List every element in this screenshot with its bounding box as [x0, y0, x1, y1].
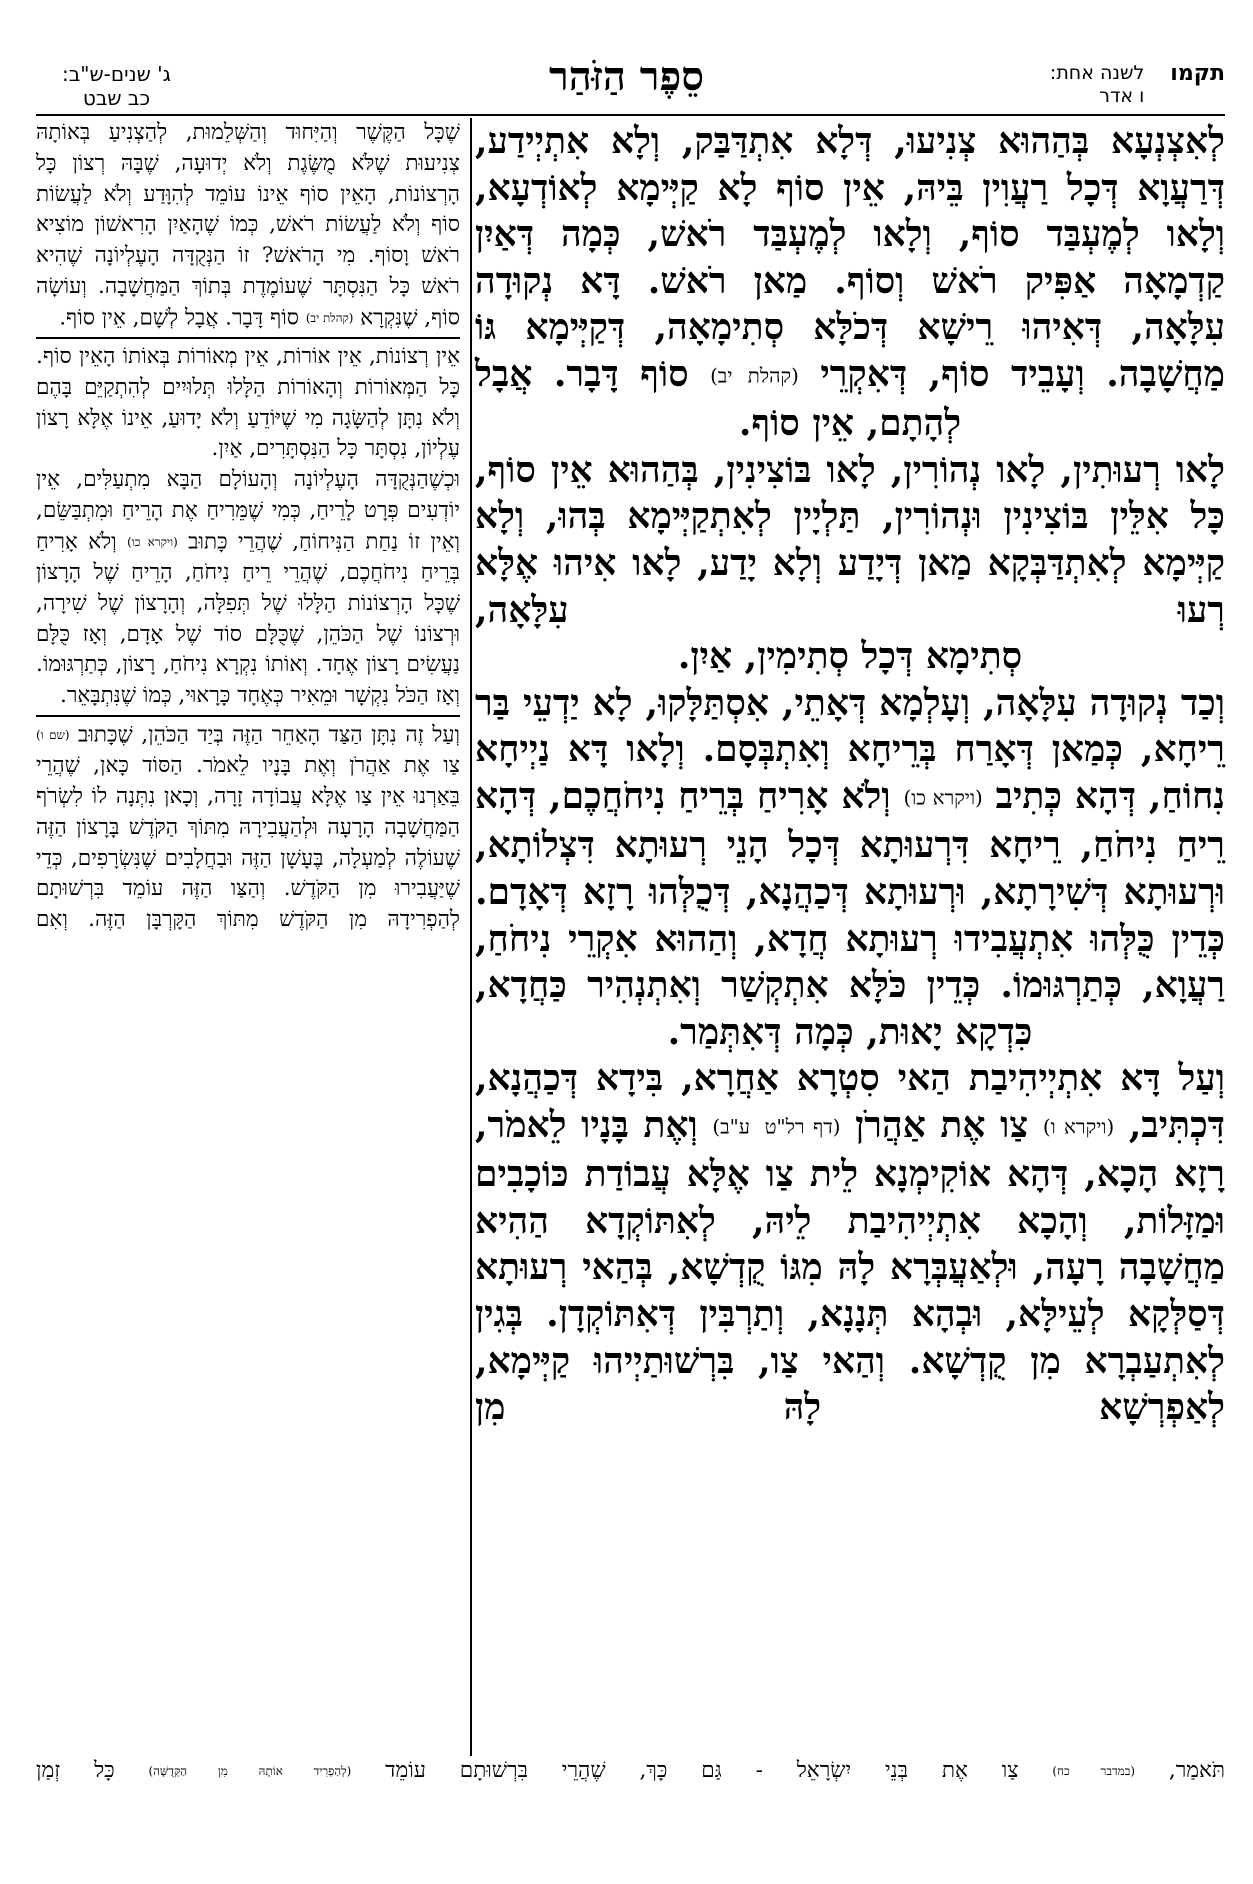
text-line: לְהַצְנִיעַ בְּאוֹתָהּ צְנִיעוּת שֶׁלֹּא: [36, 120, 460, 176]
text-line: עוֹמֵד בִּרְשׁוּתָם לְהַפְרִידָהּ מִן: [36, 876, 460, 933]
main-text-column: [475, 118, 1225, 1431]
text-line: הַמְּאוֹרוֹת וְהָאוֹרוֹת הַלָּלוּ תְּלוּיִים: [162, 374, 428, 400]
text-line: אִתְיְיהִיבַת לֵיהּ, לְאִתּוֹקְדָא הַהִיא מַחֲשָׁבָה: [475, 1199, 1225, 1289]
text-line: דִּצְלוֹתָא, וּרְעוּתָא דְּשִׁירָתָא, וּרְעוּתָא דְּכַהֲנָא,: [475, 824, 1225, 913]
text-line: לְהִוָּדַע וְלֹא לַעֲשׂוֹת סוֹף וְלֹא: [36, 181, 461, 238]
text-line: נִיחֹחַ, רֵיחָא דִּרְעוּתָא דְּכָל הָנֵי רְעוּתָא: [614, 824, 1157, 867]
text-line: צַו אֶת אַהֲרֹן: [855, 1103, 1029, 1146]
folio-reference: ע"ב): [712, 1115, 750, 1139]
source-reference: (במדבר כח): [1052, 1764, 1135, 1778]
text-line: דְּאִתּוֹקְדָן. בְּגִין לְאִתְעַבְרָא מִן קֻדְשָׁא. וְהַאי: [475, 1292, 1225, 1382]
schedule-date: ו אדר: [1099, 85, 1145, 107]
text-line: בָּרָצוֹן הַזֶּה שֶׁעוֹלֶה לְמַעְלָה,: [36, 814, 460, 871]
column-divider: [470, 118, 472, 1756]
text-line: הַקֹּדֶשׁ מִתּוֹךְ הַקָּרְבָּן הַזֶּה. וְאִם: [36, 907, 329, 933]
text-line: הַלָּלוּ שֶׁל תְּפִלָּה, וְהָרָצוֹן שֶׁל: [97, 590, 337, 616]
text-line: הָרְצוֹנוֹת, הָאֵין סוֹף אֵינוֹ עוֹמֵד: [205, 181, 461, 207]
text-line: הַבָּא מִתְעַלִּים, אֵין יוֹדְעִים פְּרָט: [36, 467, 460, 523]
text-line: לְמֶעְבַּד רֹאשׁ, כְּמָה דְּאַיִן קַדְמָאָה אַפִּיק רֹאשׁ: [475, 213, 1225, 302]
text-line: הַכֹּהֵן, שֶׁכָּתוּב: [78, 722, 189, 748]
text-line: צַו אֶת אַהֲרֹן: [349, 753, 460, 779]
header-rule: [36, 114, 1225, 116]
text-line: שֶׁיּוֹדֵעַ וְלֹא יָדוּעַ, אֵינוֹ אֶלָּא רָצוֹן: [36, 405, 297, 431]
text-line: וְלֹא אָרִיחַ: [36, 529, 117, 555]
text-line: סוֹף.: [59, 305, 95, 331]
paragraph-divider: [36, 715, 460, 717]
translation-paragraph: [36, 720, 460, 936]
text-line: צַו, בִּרְשׁוּתַיְיהוּ קַיְּימָא, לְאַפְרְשָׁא לָהּ מִן: [475, 1339, 1225, 1429]
text-line: שִׁירָה, וּרְצוֹנוֹ שֶׁל הַכֹּהֵן, שֶׁכֻּלָּם: [36, 590, 460, 647]
source-reference: (ויקרא כו): [903, 786, 983, 810]
main-paragraph: [475, 680, 1225, 1055]
text-line: רֹאשׁ כָּל הַנִּסְתָּר שֶׁעוֹמֶדֶת בְּתוֹךְ: [191, 273, 460, 299]
text-line: שֶׁנִּתְבָּאֵר.: [60, 683, 136, 709]
text-line: וְלֹא אָרִיחַ בְּרֵיחַ נִיחֹחֲכֶם, דְּהָא רֵיחַ: [475, 775, 1225, 867]
paragraph-divider: [36, 337, 460, 339]
text-line: סְתִימָא דְּכָל סְתִימִין, אַיִן.: [677, 635, 1023, 678]
text-line: הָרֹאשׁ? זוֹ הַנְּקֻדָּה הָעֶלְיוֹנָה שֶׁהִיא: [36, 243, 325, 269]
text-line: לָא יַדְעֵי בַּר רֵיחָא, כְּמַאן דְּאָרַח בְּרֵיחָא: [475, 681, 1225, 771]
text-line: לָרֵיחַ, כְּמִי שֶׁמֵּרִיחַ אֶת הָרֵיחַ: [121, 497, 356, 523]
book-title: סֵפֶר הַזֹּהַר: [549, 53, 704, 100]
text-line: וְעָבֵיד סוֹף, דְּאִקְרֵי: [820, 352, 1085, 395]
text-line: רְעוּתָא חֲדָא, וְהַהוּא אִקְרֵי נִיחֹחַ, רַעֲוָא,: [475, 917, 1225, 1007]
text-line: הָרָעָה וּלְהַעֲבִירָהּ מִתּוֹךְ הַקֹּדֶשׁ: [128, 814, 375, 840]
schedule-date: כב שבט: [82, 86, 151, 110]
text-line: מְאוֹרוֹת בְּאוֹתוֹ הָאֵין סוֹף. כָּל: [36, 343, 460, 400]
text-line: הָרִאשׁוֹן מוֹצִיא רֹאשׁ וָסוֹף. מִי: [36, 212, 460, 269]
text-line: דְּכַהֲנָא, דִּכְתִּיב,: [475, 1057, 1225, 1146]
text-line: קַיְּימָא לְאוֹדְעָא, וְלָאו לְמֶעְבַּד סוֹף, וְלָאו: [475, 166, 1225, 256]
text-line: דְּיָדַע וְלָא יָדַע, לָאו אִיהוּ אֶלָּא רְעוּ עִלָּאָה,: [475, 542, 1225, 631]
gloss: (לְהַפְרִיד אוֹתָהּ מִן הַקְּדֻשָּׁה): [148, 1764, 352, 1778]
text-line: סוֹף דָּבָר. אֲבָל: [475, 352, 689, 395]
main-paragraph: [475, 118, 1225, 447]
source-reference: (קהלת יב): [710, 364, 799, 388]
translation-paragraph: [36, 118, 460, 334]
source-reference: (ויקרא כו): [127, 534, 178, 549]
translation-column: [36, 118, 460, 936]
text-line: מֻשֶּׂגֶת וְלֹא יְדוּעָה, שֶׁבָּהּ רְצוֹן כָּל: [36, 150, 336, 176]
text-line: וּכְשֶׁהַנְּקֻדָּה הָעֶלְיוֹנָה וְהָעוֹלָם: [218, 467, 460, 493]
source-reference: (שם ו): [36, 727, 70, 742]
text-line: אִתְיְידַע, דְּרַעֲוָא דְּכָל רַעֲוִין בֵּיהּ, אֵין סוֹף לָא: [475, 120, 1225, 209]
text-line: כָּל זְמַן: [36, 1758, 115, 1783]
text-line: הָרֵיחַ שֶׁל הָרָצוֹן שֶׁכָּל הָרְצוֹנוֹת: [36, 559, 461, 616]
text-line: לַעֲשׂוֹת רֹאשׁ, כְּמוֹ שֶׁהָאַיִן: [167, 212, 382, 238]
text-line: לֵית צַו אֶלָּא עֲבוֹדַת כּוֹכָבִים וּמַזָּלוֹת, וְהָכָא: [475, 1153, 1225, 1242]
text-line: וְסוֹף. מַאן רֹאשׁ. דָּא נְקוּדָה עִלָּאָה, דְּאִיהוּ: [475, 259, 1225, 349]
text-line: וְאֶת בָּנָיו לֵאמֹר, רָזָא הָכָא, דְּהָא אוֹקִימְנָא: [475, 1103, 1225, 1196]
text-line: כְּדֵי שֶׁיַּעֲבִירוּ מִן הַקֹּדֶשׁ. וְהַצַּו הַזֶּה: [36, 845, 460, 902]
text-line: לְהִתְקַיֵּם בָּהֶם וְלֹא נִתָּן לְהַשָּׂגָה מִי: [36, 374, 460, 431]
text-line: בְּרֵיחַ נִיחֹחֲכֶם, שֶׁהֲרֵי רֵיחַ נִיחֹחַ,: [184, 559, 460, 585]
text-line: וְאֶת בָּנָיו לֵאמֹר. הַסּוֹד כָּאן, שֶׁהֲרֵי: [36, 753, 336, 779]
main-paragraph: [475, 1055, 1225, 1430]
text-line: וְעַל זֶה נִתָּן הַצַּד הָאַחֵר הַזֶּה בְּיַד: [197, 722, 460, 748]
schedule-line: ג' שנים-ש"ב:: [62, 62, 171, 86]
text-line: כְּתַרְגּוּמוֹ. כְּדֵין כֹּלָּא אִתְקְשַׁר וְאִתְנְהִיר כַּחֲדָא,: [475, 964, 1122, 1007]
text-line: לָאו רְעוּתִין, לָאו נְהוֹרִין, לָאו בּוֹצִינִין, בְּהַהוּא: [607, 448, 1225, 491]
text-line: דְּסַלְּקָא לְעֵילָּא, וּבְהָא תְּנָנָא, וְתַרְבִּין: [699, 1292, 1225, 1335]
text-line: לְהָתָם, אֵין סוֹף.: [738, 402, 962, 445]
text-line: הַמַּחֲשָׁבָה. וְעוֹשָׂה סוֹף, שֶׁנִּקְרָא: [36, 273, 460, 331]
page-number: תקמו: [1170, 61, 1225, 86]
text-line: סוֹף דָּבָר. אֲבָל לְשָׁם, אֵין: [101, 305, 299, 331]
main-paragraph: [475, 447, 1225, 680]
page-header-left: [62, 62, 171, 110]
text-line: צַו אֶת בְּנֵי יִשְׂרָאֵל - גַּם כָּךְ, שֶׁהֲרֵי בִּרְשׁוּתָם עוֹמֵד: [385, 1758, 1019, 1783]
text-line: אֵין רְצוֹנוֹת, אֵין אוֹרוֹת, אֵין: [244, 343, 460, 369]
source-reference: (קהלת יב): [305, 310, 354, 325]
text-line: לְאִצְנְעָא בְּהַהוּא צְנִיעוּ, דְּלָא אִתְדַּבַּק, וְלָא: [610, 120, 1225, 162]
text-line: עֶלְיוֹן, נִסְתָּר כָּל הַנִּסְתָּרִים, אַיִן.: [211, 436, 460, 462]
text-line: לְאִתְקַיְּימָא בְּהוּ, וְלָא קַיְּימָא לְאִתְדַּבְּקָא מַאן: [475, 495, 1225, 585]
folio-reference: (דף רל"ט: [764, 1115, 841, 1139]
text-line: וּמֵאִיר כְּאֶחָד כָּרָאוּי, כְּמוֹ: [142, 683, 338, 709]
text-line: בֶּעָשָׁן הַזֶּה וּבַחֲלָבִים שֶׁנִּשְׂרָפִים,: [70, 845, 324, 871]
text-line: שֶׁהֲרֵי כָּתוּב: [188, 529, 282, 555]
schedule-line: לשנה אחת:: [1049, 62, 1145, 84]
translation-paragraph: [36, 465, 460, 712]
text-line: רָצוֹן אֶחָד. וְאוֹתוֹ נִקְרָא נִיחֹחַ,: [162, 652, 399, 678]
text-line: תֹּאמַר,: [1168, 1758, 1226, 1783]
text-line: שֶׁכָּל הַקֶּשֶׁר וְהַיִּחוּד וְהַשְּׁלֵמוּת,: [185, 120, 460, 145]
text-line: בֵּאַרְנוּ אֵין צַו אֶלָּא עֲבוֹדָה זָרָה,: [207, 783, 460, 809]
source-reference: (ויקרא ו): [1042, 1115, 1115, 1139]
text-line: וְעַל דָּא אִתְיְיהִיבַת הַאי סִטְרָא אַחֲרָא, בִּידָא: [595, 1057, 1225, 1100]
text-line: וְכָאן נִתְּנָה לוֹ לִשְׂרֹף הַמַּחֲשָׁבָה: [36, 783, 461, 840]
text-line: כִּדְקָא יָאוּת, כְּמָה דְּאִתְּמַר.: [667, 1010, 1033, 1053]
translation-paragraph: [36, 342, 460, 465]
text-line: רָעָה, וּלְאַעֲבְּרָא לָהּ מִגּוֹ קֻדְשָׁא, בְּהַאי רְעוּתָא: [475, 1246, 1104, 1289]
text-line: סוֹד שֶׁל אָדָם, וְאָז כֻּלָּם נַעֲשִׂים: [36, 621, 460, 678]
continuation-line: [36, 1756, 1225, 1786]
text-line: דְּכֻלְּהוּ רָזָא דְּאָדָם. כְּדֵין כֻּלְּהוּ אִתְעֲבִידוּ: [475, 870, 1225, 960]
text-line: וּמִתְבַּשֵּׂם, וְאֵין זוֹ נַחַת הַנִּיחוֹחַ,: [36, 497, 460, 555]
text-line: אֵין סוֹף, כָּל אִלֵּין בּוֹצִינִין וּנְהוֹרִין, תַּלְיָין: [475, 448, 1225, 538]
text-line: רֵישָׁא דְּכֹלָּא סְתִימָאָה, דְּקַיְּימָא גּוֹ מַחֲשָׁבָה.: [475, 306, 1225, 395]
text-line: וְאִתְבְּסָם. וְלָאו דָּא נַיְיחָא נִחוֹחַ, דְּהָא כְּתִיב: [475, 728, 1225, 818]
text-line: וְכַד נְקוּדָה עִלָּאָה, וְעָלְמָא דְּאָתֵי, אִסְתַּלָּקוּ,: [645, 681, 1225, 724]
text-line: רָצוֹן, כְּתַרְגּוּמוֹ. וְאָז הַכֹּל נִקְשָׁר: [36, 652, 460, 709]
